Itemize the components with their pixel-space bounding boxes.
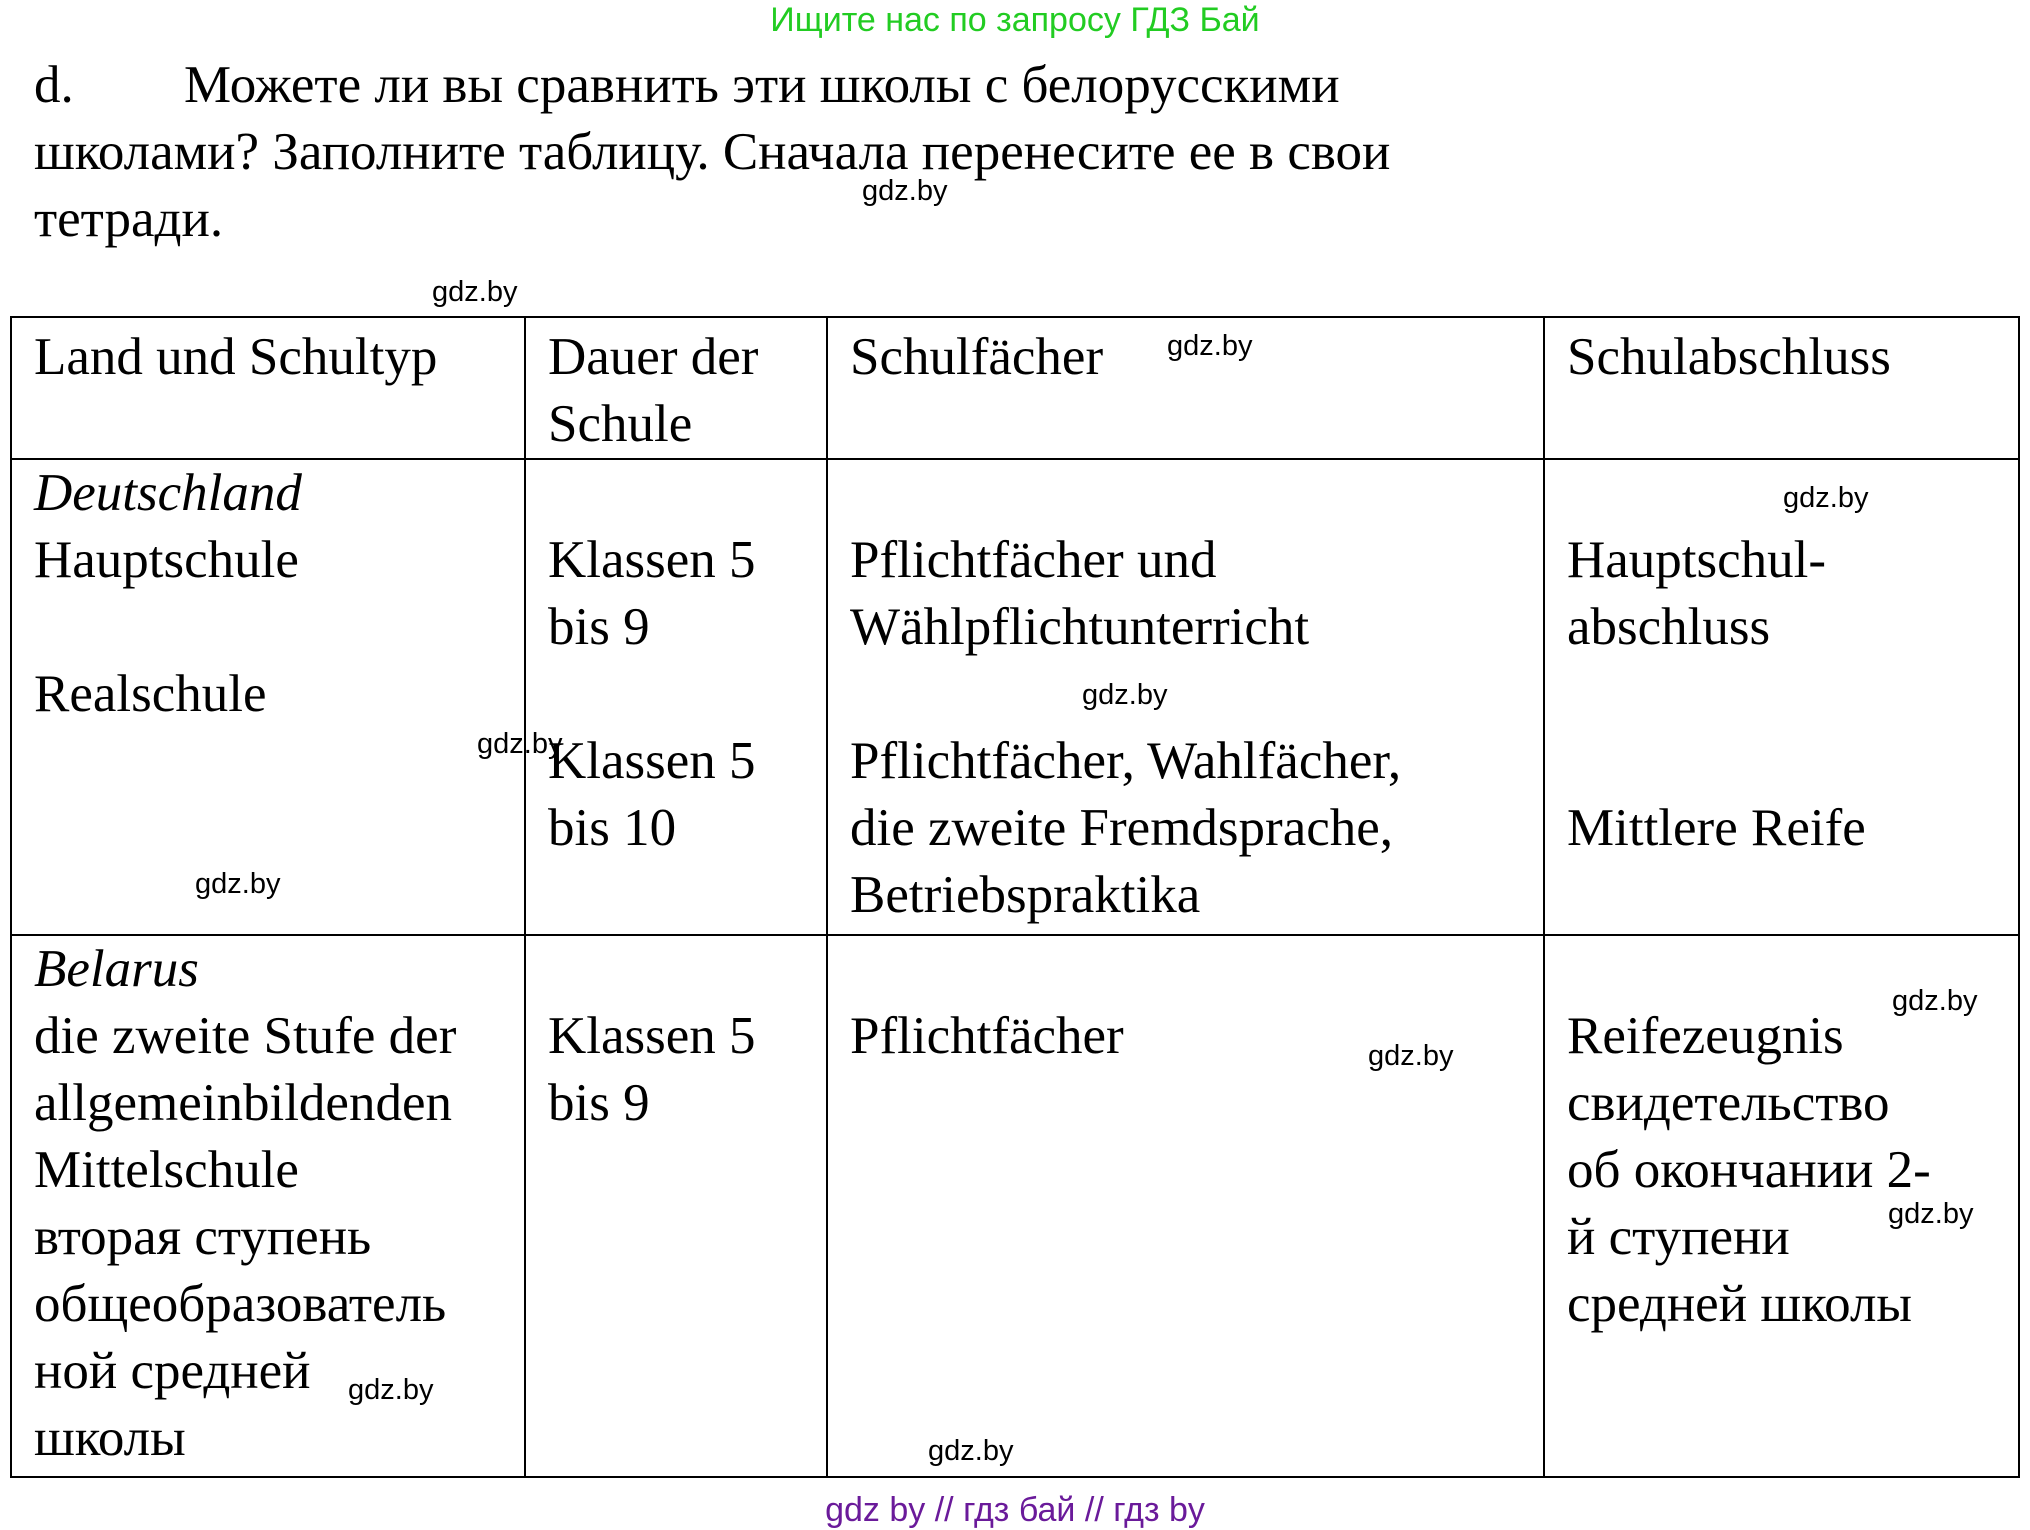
germany-abschluss-haupt-line-1: Hauptschul- [1567, 531, 1827, 589]
belarus-row [11, 935, 2019, 1477]
watermark: gdz.by [477, 728, 563, 760]
belarus-abschluss-line-4: й ступени [1567, 1208, 1790, 1266]
belarus-type-line-3: Mittelschule [34, 1141, 299, 1199]
header-abschluss-text: Schulabschluss [1567, 328, 1891, 386]
search-banner[interactable]: Ищите нас по запросу ГДЗ Бай [770, 1, 1260, 39]
header-dauer-line-2: Schule [548, 395, 693, 453]
header-dauer-line-1: Dauer der [548, 328, 759, 386]
comparison-table [10, 316, 2020, 1478]
header-abschluss [1544, 317, 2019, 459]
footer-link-gdz-by-cyr[interactable]: гдз by [1113, 1491, 1205, 1529]
germany-dauer-real-line-1: Klassen 5 [548, 732, 756, 790]
germany-dauer-real-line-2: bis 10 [548, 799, 677, 857]
germany-dauer-cell [525, 459, 827, 935]
belarus-country: Belarus [34, 940, 199, 998]
belarus-abschluss-line-3: об окончании 2- [1567, 1141, 1931, 1199]
germany-abschluss-cell [1544, 459, 2019, 935]
task-line-1 [34, 52, 1594, 119]
belarus-schooltype-cell [11, 935, 525, 1477]
task-line-3: тетради. [34, 190, 224, 248]
belarus-type-line-7: школы [34, 1409, 186, 1467]
footer-link-gdz-bai[interactable]: гдз бай [963, 1491, 1076, 1529]
germany-faecher-haupt-line-1: Pflichtfächer und [850, 531, 1217, 589]
germany-faecher-real-line-2: die zweite Fremdsprache, [850, 799, 1394, 857]
germany-schooltype-cell [11, 459, 525, 935]
germany-realschule: Realschule [34, 665, 267, 723]
header-land-text: Land und Schultyp [34, 328, 438, 386]
header-land [11, 317, 525, 459]
germany-hauptschule: Hauptschule [34, 531, 299, 589]
belarus-abschluss-line-1: Reifezeugnis [1567, 1007, 1844, 1065]
watermark: gdz.by [928, 1435, 1014, 1467]
watermark: gdz.by [1783, 482, 1869, 514]
belarus-type-line-2: allgemeinbildenden [34, 1074, 452, 1132]
belarus-dauer-line-2: bis 9 [548, 1074, 650, 1132]
belarus-abschluss-line-5: средней школы [1567, 1275, 1913, 1333]
germany-dauer-haupt-line-1: Klassen 5 [548, 531, 756, 589]
belarus-type-line-5: общеобразователь [34, 1275, 447, 1333]
footer-link-gdz-by[interactable]: gdz by [825, 1491, 926, 1529]
watermark: gdz.by [862, 175, 948, 207]
task-line-1-text: Можете ли вы сравнить эти школы с белорусскими [184, 56, 1340, 114]
watermark: gdz.by [1368, 1040, 1454, 1072]
belarus-faecher: Pflichtfächer [850, 1007, 1124, 1065]
belarus-type-line-4: вторая ступень [34, 1208, 372, 1266]
footer-separator: // [934, 1491, 954, 1529]
watermark: gdz.by [1167, 330, 1253, 362]
germany-faecher-real-line-1: Pflichtfächer, Wahlfächer, [850, 732, 1402, 790]
task-line-2: школами? Заполните таблицу. Сначала перенесите ее в свои [34, 123, 1391, 181]
germany-faecher-haupt-line-2: Wählpflichtunterricht [850, 598, 1310, 656]
header-dauer [525, 317, 827, 459]
watermark: gdz.by [348, 1374, 434, 1406]
belarus-type-line-6: ной средней [34, 1342, 311, 1400]
header-row [11, 317, 2019, 459]
footer-separator: // [1084, 1491, 1104, 1529]
belarus-abschluss-line-2: свидетельство [1567, 1074, 1890, 1132]
germany-abschluss-real: Mittlere Reife [1567, 799, 1866, 857]
belarus-dauer-line-1: Klassen 5 [548, 1007, 756, 1065]
footer-links [0, 1490, 2030, 1530]
germany-faecher-real-line-3: Betriebspraktika [850, 866, 1201, 924]
task-text [34, 52, 1594, 253]
germany-row [11, 459, 2019, 935]
watermark: gdz.by [432, 276, 518, 308]
watermark: gdz.by [1082, 679, 1168, 711]
watermark: gdz.by [1888, 1198, 1974, 1230]
task-letter: d. [34, 56, 74, 114]
germany-dauer-haupt-line-2: bis 9 [548, 598, 650, 656]
belarus-type-line-1: die zweite Stufe der [34, 1007, 457, 1065]
watermark: gdz.by [195, 868, 281, 900]
belarus-dauer-cell [525, 935, 827, 1477]
germany-country: Deutschland [34, 464, 302, 522]
germany-abschluss-haupt-line-2: abschluss [1567, 598, 1771, 656]
belarus-faecher-cell [827, 935, 1544, 1477]
germany-faecher-cell [827, 459, 1544, 935]
watermark: gdz.by [1892, 985, 1978, 1017]
header-faecher-text: Schulfächer [850, 328, 1104, 386]
